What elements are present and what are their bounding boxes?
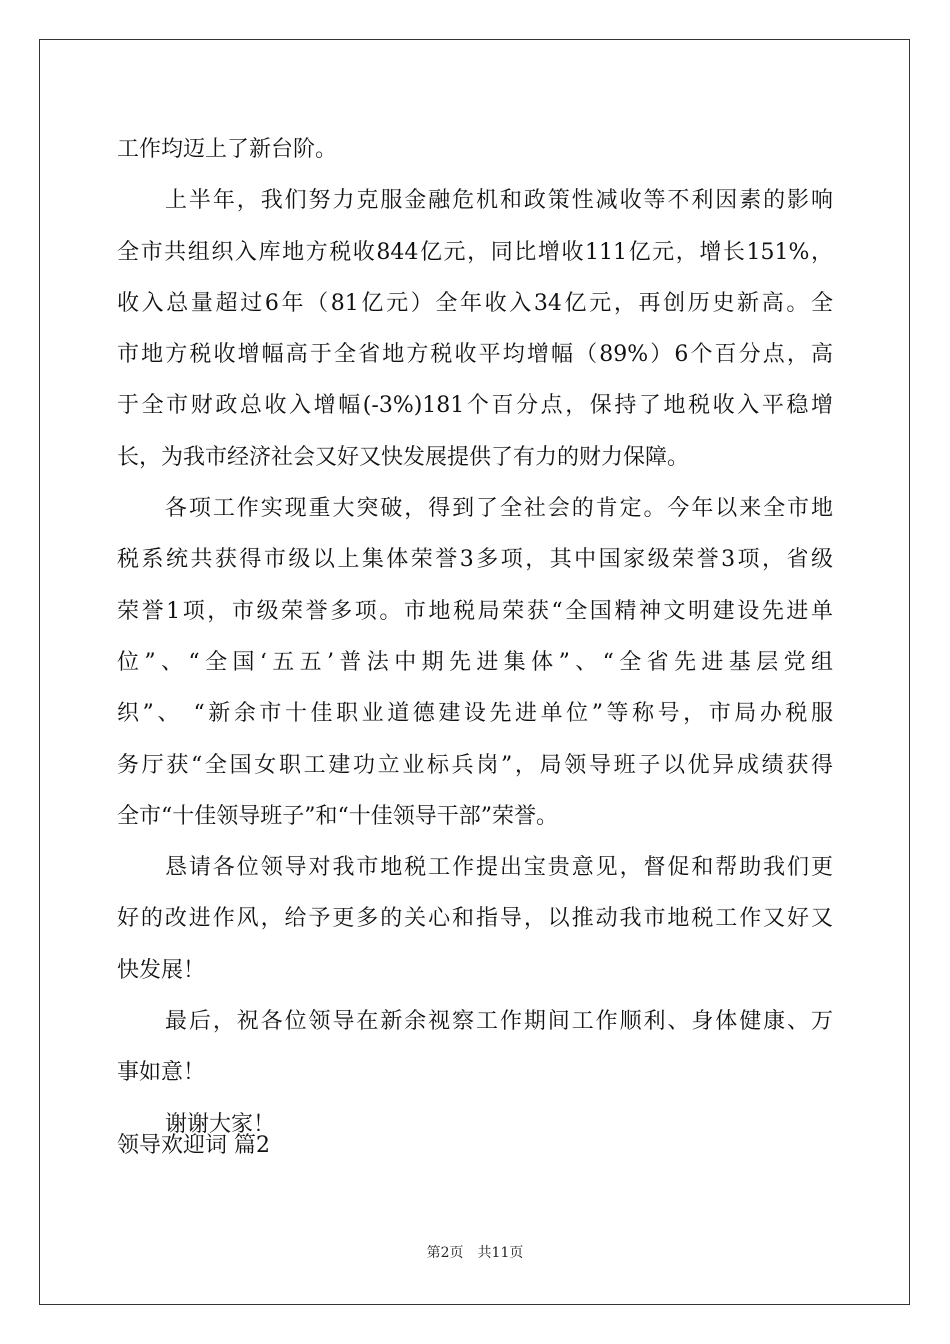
text-line: 收入总量超过6年（81亿元）全年收入34亿元，再创历史新高。全: [117, 290, 833, 316]
text-line: 荣誉1项，市级荣誉多项。市地税局荣获“全国精神文明建设先进单: [117, 598, 833, 624]
text-line: 好的改进作风，给予更多的关心和指导，以推动我市地税工作又好又: [117, 906, 833, 932]
text-line: 恳请各位领导对我市地税工作提出宝贵意见，督促和帮助我们更: [165, 855, 833, 881]
text-line: 上半年，我们努力克服金融危机和政策性减收等不利因素的影响: [165, 188, 833, 214]
text-line: 务厅获“全国女职工建功立业标兵岗”，局领导班子以优异成绩获得: [117, 752, 833, 778]
text-line: 事如意！: [117, 1060, 206, 1086]
text-line: 全市共组织入库地方税收844亿元，同比增收111亿元，增长151%，: [117, 239, 833, 265]
text-line: 工作均迈上了新台阶。: [117, 137, 338, 162]
text-line: 全市“十佳领导班子”和“十佳领导干部”荣誉。: [117, 803, 558, 829]
page-total: 共11页: [477, 1245, 524, 1261]
text-line: 市地方税收增幅高于全省地方税收平均增幅（89%）6个百分点，高: [117, 342, 833, 368]
text-line: 织”、 “新余市十佳职业道德建设先进单位”等称号，市局办税服: [117, 701, 833, 727]
text-line: 长，为我市经济社会又好又快发展提供了有力的财力保障。: [117, 444, 690, 470]
document-body: [117, 124, 833, 1150]
text-line: 于全市财政总收入增幅(-3%)181个百分点，保持了地税收入平稳增: [117, 393, 833, 419]
text-line: 最后，祝各位领导在新余视察工作期间工作顺利、身体健康、万: [165, 1009, 833, 1035]
text-line: 谢谢大家！: [165, 1111, 276, 1137]
page-footer: [0, 1242, 950, 1262]
page-number: 第2页: [426, 1245, 464, 1261]
text-line: 位”、“全国‘五五’普法中期先进集体”、“全省先进基层党组: [117, 649, 833, 675]
text-line: 税系统共获得市级以上集体荣誉3多项，其中国家级荣誉3项，省级: [117, 547, 833, 573]
text-line: 各项工作实现重大突破，得到了全社会的肯定。今年以来全市地: [165, 496, 833, 522]
section-heading: 领导欢迎词 篇2: [117, 1133, 270, 1158]
text-line: 快发展！: [117, 957, 206, 983]
